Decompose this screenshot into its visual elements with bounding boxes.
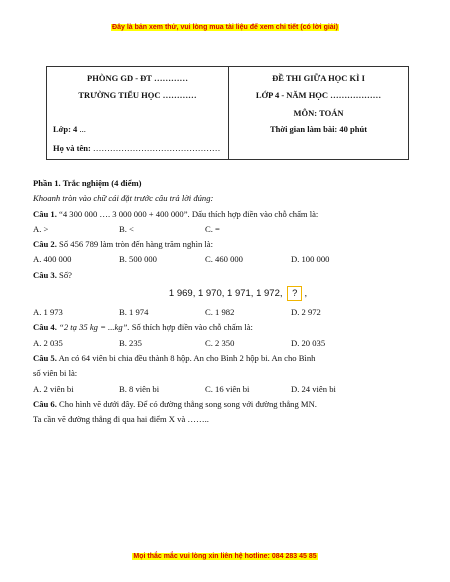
school-info-cell [47, 67, 229, 159]
exam-header-table [46, 66, 409, 160]
exam-content [33, 176, 423, 427]
question-1-label: Câu 1. [33, 208, 57, 219]
option-c[interactable]: C. 16 viên bi [205, 383, 250, 394]
option-d[interactable]: D. 100 000 [291, 254, 330, 265]
option-c[interactable]: C. = [205, 223, 220, 234]
exam-title: ĐỀ THI GIỮA HỌC KÌ I [272, 73, 365, 83]
school-line: TRƯỜNG TIỂU HỌC ………… [78, 90, 197, 100]
department-line: PHÒNG GD - ĐT ………… [87, 73, 188, 83]
question-4-options [33, 336, 423, 351]
question-1 [33, 207, 423, 222]
question-2-label: Câu 2. [33, 239, 57, 250]
question-1-options [33, 222, 423, 237]
question-3-options [33, 305, 423, 320]
question-5-continued: số viên bi là: [33, 368, 78, 379]
question-1-text: “4 300 000 …. 3 000 000 + 400 000”. Dấu thích hợp điền vào chỗ chấm là: [59, 208, 319, 219]
option-b[interactable]: B. 8 viên bi [119, 383, 160, 394]
option-d[interactable]: D. 20 035 [291, 337, 326, 348]
option-b[interactable]: B. 1 974 [119, 307, 149, 318]
class-value: ... [79, 124, 86, 134]
option-b[interactable]: B. < [119, 223, 134, 234]
option-a[interactable]: A. > [33, 223, 49, 234]
question-4-label: Câu 4. [33, 322, 57, 333]
option-c[interactable]: C. 1 982 [205, 307, 235, 318]
class-line [53, 124, 86, 134]
name-value: ……………………………………… [92, 143, 221, 153]
option-a[interactable]: A. 400 000 [33, 254, 72, 265]
exam-info-cell [229, 67, 408, 159]
question-5-label: Câu 5. [33, 352, 57, 363]
option-c[interactable]: C. 2 350 [205, 337, 235, 348]
question-4-expression: “2 tạ 35 kg = ...kg”. [59, 322, 130, 333]
hotline-banner [0, 553, 450, 560]
option-b[interactable]: B. 235 [119, 337, 142, 348]
option-d[interactable]: D. 24 viên bi [291, 383, 336, 394]
option-a[interactable]: A. 1 973 [33, 307, 63, 318]
student-name-line [53, 143, 220, 153]
subject-line: MÔN: TOÁN [293, 108, 344, 118]
question-3 [33, 268, 423, 283]
question-4 [33, 320, 423, 335]
option-c[interactable]: C. 460 000 [205, 254, 243, 265]
question-2 [33, 237, 423, 252]
hotline-text: Mọi thắc mắc vui lòng xin liên hệ hotline: 084 283 45 85 [133, 553, 317, 560]
question-3-label: Câu 3. [33, 269, 57, 280]
question-6-label: Câu 6. [33, 398, 57, 409]
number-sequence [33, 283, 423, 305]
grade-year-line: LỚP 4 - NĂM HỌC ……………… [255, 90, 382, 100]
question-5-text: An có 64 viên bi chia đều thành 8 hộp. An cho Bình 2 hộp bi. An cho Bình [58, 352, 316, 363]
question-5 [33, 351, 423, 366]
option-d[interactable]: D. 2 972 [291, 307, 321, 318]
time-line: Thời gian làm bài: 40 phút [269, 124, 368, 134]
preview-notice-banner [0, 24, 450, 31]
option-b[interactable]: B. 500 000 [119, 254, 157, 265]
sequence-blank-box: ? [287, 286, 302, 301]
question-6-text: Cho hình vẽ dưới đây. Để có đường thẳng song song với đường thẳng MN. [59, 398, 317, 409]
question-2-options [33, 252, 423, 267]
section-title: Phần 1. Trắc nghiệm (4 điểm) [33, 178, 142, 188]
question-6-continued: Ta cần vẽ đường thẳng đi qua hai điểm X và …….. [33, 414, 209, 425]
question-4-text: Số thích hợp điền vào chỗ chấm là: [129, 322, 253, 333]
question-6 [33, 397, 423, 412]
option-a[interactable]: A. 2 viên bi [33, 383, 74, 394]
name-label: Họ và tên: [53, 143, 91, 153]
class-label: Lớp: 4 [53, 124, 78, 134]
preview-notice-text: Đây là bản xem thử, vui lòng mua tài liệu để xem chi tiết (có lời giải) [112, 24, 338, 31]
question-5-options [33, 382, 423, 397]
question-3-text: Số? [59, 269, 72, 280]
section-instruction: Khoanh tròn vào chữ cái đặt trước câu trả lời đúng: [33, 193, 214, 204]
option-a[interactable]: A. 2 035 [33, 337, 63, 348]
question-2-text: Số 456 789 làm tròn đến hàng trăm nghìn là: [59, 239, 213, 250]
sequence-numbers: 1 969, 1 970, 1 971, 1 972, [168, 288, 283, 300]
sequence-end: , [304, 288, 308, 300]
